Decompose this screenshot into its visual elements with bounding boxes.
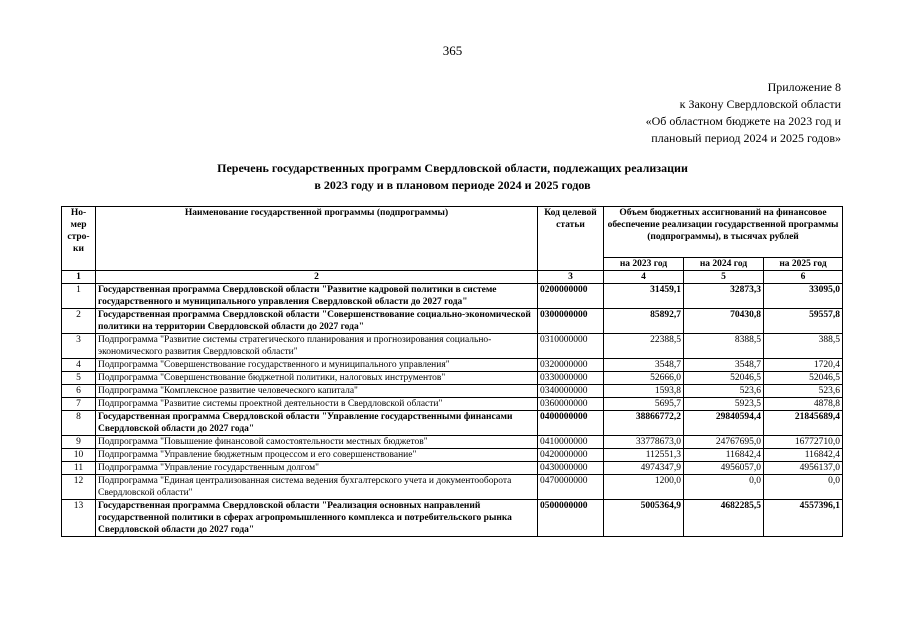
row-number-cell: 11 xyxy=(62,462,96,475)
amount-2023-cell: 1593,8 xyxy=(604,385,684,398)
amount-2025-cell: 116842,4 xyxy=(764,449,843,462)
table-row xyxy=(62,398,843,411)
amount-2024-cell: 5923,5 xyxy=(684,398,764,411)
program-name-cell: Подпрограмма "Единая централизованная система ведения бухгалтерского учета и документооборота Свердловской области" xyxy=(96,475,538,500)
target-code-cell: 0500000000 xyxy=(538,500,604,537)
amount-2024-cell: 8388,5 xyxy=(684,334,764,359)
program-name-cell: Государственная программа Свердловской области "Реализация основных направлений государственной политики в сферах агропромышленного комплекса и потребительского рынка Свердловской области до 2027 года" xyxy=(96,500,538,537)
column-number-3: 3 xyxy=(538,271,604,284)
amount-2025-cell: 33095,0 xyxy=(764,284,843,309)
table-row xyxy=(62,385,843,398)
header-program-name: Наименование государственной программы (подпрограммы) xyxy=(96,207,538,271)
appendix-line-2: к Закону Свердловской области xyxy=(679,97,841,111)
program-name-cell: Подпрограмма "Повышение финансовой самостоятельности местных бюджетов" xyxy=(96,436,538,449)
amount-2023-cell: 85892,7 xyxy=(604,309,684,334)
target-code-cell: 0430000000 xyxy=(538,462,604,475)
row-number-cell: 7 xyxy=(62,398,96,411)
amount-2024-cell: 29840594,4 xyxy=(684,411,764,436)
table-row xyxy=(62,309,843,334)
amount-2024-cell: 32873,3 xyxy=(684,284,764,309)
appendix-header xyxy=(646,79,841,147)
table-row xyxy=(62,500,843,537)
amount-2025-cell: 1720,4 xyxy=(764,359,843,372)
program-name-cell: Подпрограмма "Развитие системы проектной деятельности в Свердловской области" xyxy=(96,398,538,411)
column-number-6: 6 xyxy=(764,271,843,284)
amount-2024-cell: 4682285,5 xyxy=(684,500,764,537)
page-number: 365 xyxy=(442,43,463,58)
amount-2025-cell: 21845689,4 xyxy=(764,411,843,436)
program-name-cell: Государственная программа Свердловской области "Развитие кадровой политики в системе государственного и муниципального управления Свердловской области до 2027 года" xyxy=(96,284,538,309)
program-name-cell: Подпрограмма "Управление государственным долгом" xyxy=(96,462,538,475)
row-number-cell: 12 xyxy=(62,475,96,500)
row-number-cell: 4 xyxy=(62,359,96,372)
amount-2025-cell: 523,6 xyxy=(764,385,843,398)
document-title-line-1: Перечень государственных программ Свердловской области, подлежащих реализации xyxy=(217,161,688,175)
program-name-cell: Подпрограмма "Управление бюджетным процессом и его совершенствование" xyxy=(96,449,538,462)
program-name-cell: Государственная программа Свердловской области "Совершенствование социально-экономической политики на территории Свердловской области до 2027 года" xyxy=(96,309,538,334)
target-code-cell: 0470000000 xyxy=(538,475,604,500)
amount-2023-cell: 38866772,2 xyxy=(604,411,684,436)
target-code-cell: 0300000000 xyxy=(538,309,604,334)
amount-2023-cell: 31459,1 xyxy=(604,284,684,309)
amount-2024-cell: 4956057,0 xyxy=(684,462,764,475)
amount-2023-cell: 33778673,0 xyxy=(604,436,684,449)
amount-2023-cell: 52666,0 xyxy=(604,372,684,385)
column-number-1: 1 xyxy=(62,271,96,284)
amount-2025-cell: 52046,5 xyxy=(764,372,843,385)
target-code-cell: 0410000000 xyxy=(538,436,604,449)
amount-2025-cell: 388,5 xyxy=(764,334,843,359)
amount-2024-cell: 3548,7 xyxy=(684,359,764,372)
programs-table xyxy=(61,206,843,537)
table-row xyxy=(62,449,843,462)
amount-2025-cell: 4878,8 xyxy=(764,398,843,411)
row-number-cell: 9 xyxy=(62,436,96,449)
table-row xyxy=(62,284,843,309)
row-number-cell: 6 xyxy=(62,385,96,398)
program-name-cell: Государственная программа Свердловской области "Управление государственными финансами Свердловской области до 2027 года" xyxy=(96,411,538,436)
amount-2025-cell: 59557,8 xyxy=(764,309,843,334)
amount-2025-cell: 4557396,1 xyxy=(764,500,843,537)
target-code-cell: 0360000000 xyxy=(538,398,604,411)
amount-2025-cell: 16772710,0 xyxy=(764,436,843,449)
column-number-4: 4 xyxy=(604,271,684,284)
table-row xyxy=(62,475,843,500)
amount-2024-cell: 70430,8 xyxy=(684,309,764,334)
header-year-2024: на 2024 год xyxy=(684,258,764,271)
appendix-line-4: плановый период 2024 и 2025 годов» xyxy=(651,131,841,145)
table-row xyxy=(62,334,843,359)
header-target-code: Код целевой статьи xyxy=(538,207,604,271)
amount-2023-cell: 1200,0 xyxy=(604,475,684,500)
program-name-cell: Подпрограмма "Совершенствование государственного и муниципального управления" xyxy=(96,359,538,372)
program-name-cell: Подпрограмма "Комплексное развитие человеческого капитала" xyxy=(96,385,538,398)
header-year-2023: на 2023 год xyxy=(604,258,684,271)
target-code-cell: 0400000000 xyxy=(538,411,604,436)
document-title xyxy=(0,160,905,194)
row-number-cell: 2 xyxy=(62,309,96,334)
column-number-2: 2 xyxy=(96,271,538,284)
target-code-cell: 0340000000 xyxy=(538,385,604,398)
amount-2024-cell: 24767695,0 xyxy=(684,436,764,449)
program-name-cell: Подпрограмма "Развитие системы стратегического планирования и прогнозирования социально-экономического развития Свердловской области" xyxy=(96,334,538,359)
amount-2023-cell: 5695,7 xyxy=(604,398,684,411)
row-number-cell: 3 xyxy=(62,334,96,359)
amount-2023-cell: 22388,5 xyxy=(604,334,684,359)
column-number-5: 5 xyxy=(684,271,764,284)
header-year-2025: на 2025 год xyxy=(764,258,843,271)
document-title-line-2: в 2023 году и в плановом периоде 2024 и 2025 годов xyxy=(314,178,591,192)
row-number-cell: 13 xyxy=(62,500,96,537)
target-code-cell: 0420000000 xyxy=(538,449,604,462)
program-name-cell: Подпрограмма "Совершенствование бюджетной политики, налоговых инструментов" xyxy=(96,372,538,385)
target-code-cell: 0310000000 xyxy=(538,334,604,359)
amount-2024-cell: 523,6 xyxy=(684,385,764,398)
header-budget-amount: Объем бюджетных ассигнований на финансовое обеспечение реализации государственной программы (подпрограммы), в тысячах рублей xyxy=(604,207,843,258)
amount-2023-cell: 4974347,9 xyxy=(604,462,684,475)
table-row xyxy=(62,359,843,372)
row-number-cell: 8 xyxy=(62,411,96,436)
amount-2024-cell: 116842,4 xyxy=(684,449,764,462)
target-code-cell: 0330000000 xyxy=(538,372,604,385)
table-row xyxy=(62,436,843,449)
target-code-cell: 0200000000 xyxy=(538,284,604,309)
header-row-number: Но-мер стро-ки xyxy=(62,207,96,271)
table-row xyxy=(62,411,843,436)
amount-2025-cell: 0,0 xyxy=(764,475,843,500)
target-code-cell: 0320000000 xyxy=(538,359,604,372)
amount-2025-cell: 4956137,0 xyxy=(764,462,843,475)
appendix-line-1: Приложение 8 xyxy=(767,80,841,94)
amount-2023-cell: 5005364,9 xyxy=(604,500,684,537)
appendix-line-3: «Об областном бюджете на 2023 год и xyxy=(645,114,841,128)
amount-2023-cell: 112551,3 xyxy=(604,449,684,462)
amount-2023-cell: 3548,7 xyxy=(604,359,684,372)
amount-2024-cell: 52046,5 xyxy=(684,372,764,385)
table-row xyxy=(62,462,843,475)
amount-2024-cell: 0,0 xyxy=(684,475,764,500)
table-row xyxy=(62,372,843,385)
table-body xyxy=(62,284,843,537)
row-number-cell: 1 xyxy=(62,284,96,309)
row-number-cell: 10 xyxy=(62,449,96,462)
row-number-cell: 5 xyxy=(62,372,96,385)
